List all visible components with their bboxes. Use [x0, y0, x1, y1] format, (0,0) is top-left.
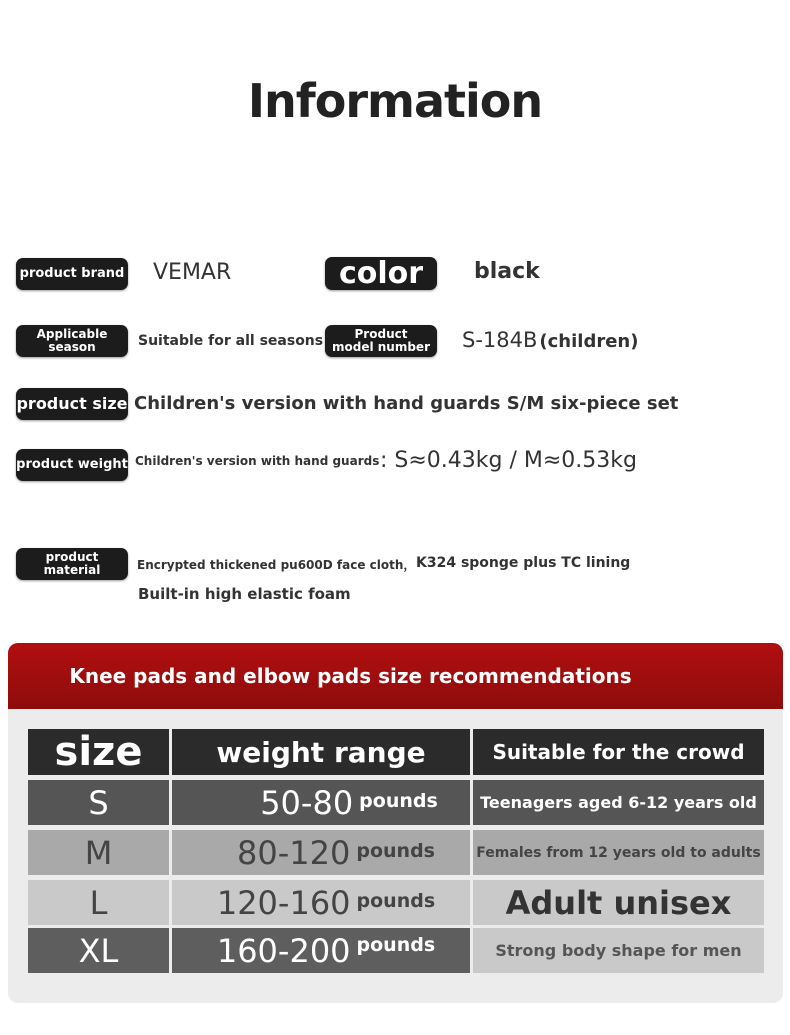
model-value-suffix: (children) — [539, 331, 639, 352]
material-value-a: Encrypted thickened pu600D face cloth， — [137, 558, 416, 572]
size-cell: L — [28, 880, 169, 925]
brand-value: VEMAR — [153, 260, 232, 285]
season-value: Suitable for all seasons — [138, 333, 324, 349]
size-cell: XL — [28, 928, 169, 973]
material-label — [16, 548, 128, 580]
weight-cell — [172, 880, 470, 925]
size-value: Children's version with hand guards S/M six-piece set — [134, 393, 679, 414]
crowd-cell: Adult unisex — [473, 880, 764, 925]
weight-unit: pounds — [356, 839, 435, 862]
crowd-cell: Females from 12 years old to adults — [473, 830, 764, 875]
model-label — [325, 325, 437, 357]
size-recommendation-panel — [8, 643, 783, 1003]
size-cell: M — [28, 830, 169, 875]
size-label — [16, 388, 128, 420]
weight-range: 160-200 — [216, 931, 351, 970]
color-label — [325, 257, 437, 290]
crowd-cell: Strong body shape for men — [473, 928, 764, 973]
weight-cell — [172, 830, 470, 875]
weight-range: 120-160 — [216, 883, 351, 922]
recommendation-title: Knee pads and elbow pads size recommendations — [8, 643, 783, 709]
model-value-code: S-184B — [462, 328, 538, 352]
model-value — [462, 328, 638, 352]
size-cell: S — [28, 780, 169, 825]
weight-unit: pounds — [356, 933, 436, 956]
page-title: Information — [247, 74, 543, 128]
size-label-text: product size — [16, 394, 128, 414]
weight-cell — [172, 928, 470, 973]
crowd-cell: Teenagers aged 6-12 years old — [473, 780, 764, 825]
model-label-line1: Product — [354, 326, 408, 341]
header-crowd: Suitable for the crowd — [473, 729, 764, 775]
weight-unit: pounds — [359, 789, 438, 812]
weight-unit: pounds — [356, 889, 436, 912]
color-value: black — [474, 259, 540, 284]
material-value-line2: Built-in high elastic foam — [138, 585, 351, 603]
model-label-line2: model number — [331, 340, 430, 354]
weight-range: 80-120 — [237, 833, 351, 872]
weight-label-text: product weight — [16, 456, 128, 472]
weight-range: 50-80 — [260, 783, 354, 822]
brand-label-text: product brand — [19, 265, 125, 281]
header-size: size — [28, 729, 169, 775]
weight-value: : S≈0.43kg / M≈0.53kg — [380, 448, 637, 473]
header-weight: weight range — [172, 729, 470, 775]
weight-value-prefix: Children's version with hand guards — [135, 454, 380, 468]
weight-label — [16, 449, 128, 481]
season-label — [16, 325, 128, 357]
weight-cell — [172, 780, 470, 825]
material-value-b: K324 sponge plus TC lining — [416, 555, 631, 571]
season-label-line2: season — [48, 340, 96, 354]
material-label-text: product material — [43, 549, 101, 577]
brand-label — [16, 258, 128, 290]
season-label-line1: Applicable — [36, 326, 108, 341]
color-label-text: color — [338, 256, 424, 291]
